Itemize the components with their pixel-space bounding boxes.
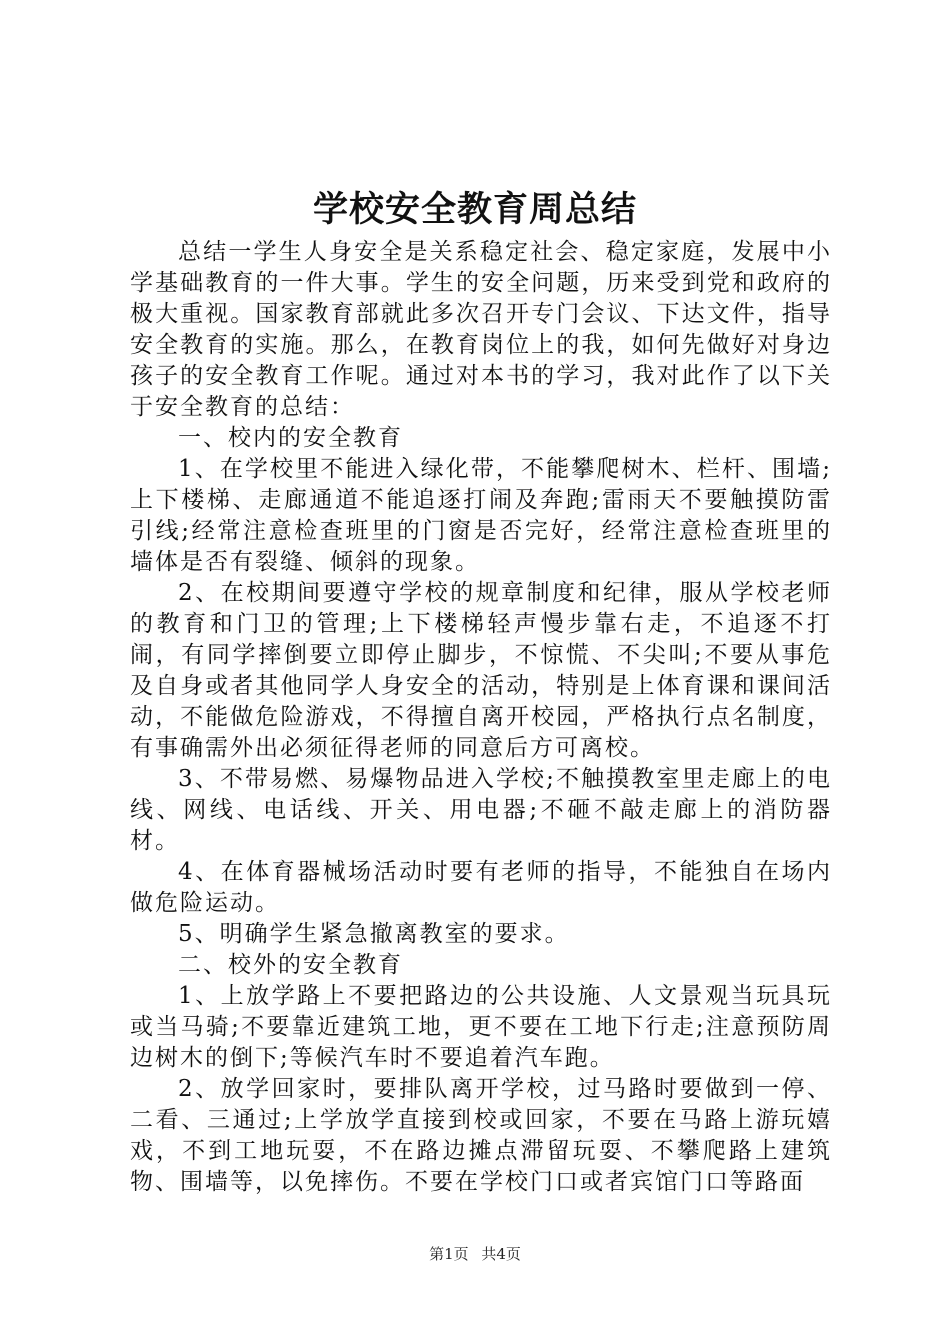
document-body [130, 237, 832, 1198]
page-footer [0, 1244, 950, 1264]
page-number-current: 第1页 [429, 1245, 469, 1263]
paragraph-campus-4: 4、在体育器械场活动时要有老师的指导，不能独自在场内做危险运动。 [130, 859, 832, 916]
page-number-total: 共4页 [481, 1245, 521, 1263]
paragraph-offcampus-2: 2、放学回家时，要排队离开学校，过马路时要做到一停、二看、三通过;上学放学直接到校或回家，不要在马路上游玩嬉戏，不到工地玩耍，不在路边摊点滞留玩耍、不攀爬路上建筑物、围墙等，以免摔伤。不要在学校门口或者宾馆门口等路面 [130, 1076, 832, 1195]
paragraph-campus-1: 1、在学校里不能进入绿化带，不能攀爬树木、栏杆、围墙;上下楼梯、走廊通道不能追逐打闹及奔跑;雷雨天不要触摸防雷引线;经常注意检查班里的门窗是否完好，经常注意检查班里的墙体是否有裂缝、倾斜的现象。 [130, 456, 832, 575]
section-heading-campus: 一、校内的安全教育 [178, 425, 403, 451]
section-heading-offcampus: 二、校外的安全教育 [178, 952, 403, 978]
paragraph-campus-3: 3、不带易燃、易爆物品进入学校;不触摸教室里走廊上的电线、网线、电话线、开关、用电器;不砸不敲走廊上的消防器材。 [130, 766, 832, 854]
paragraph-campus-5: 5、明确学生紧急撤离教室的要求。 [178, 921, 570, 947]
paragraph-campus-2: 2、在校期间要遵守学校的规章制度和纪律，服从学校老师的教育和门卫的管理;上下楼梯轻声慢步靠右走，不追逐不打闹，有同学摔倒要立即停止脚步，不惊慌、不尖叫;不要从事危及自身或者其他同学人身安全的活动，特别是上体育课和课间活动，不能做危险游戏，不得擅自离开校园，严格执行点名制度，有事确需外出必须征得老师的同意后方可离校。 [130, 580, 832, 761]
document-title: 学校安全教育周总结 [312, 190, 637, 230]
paragraph-intro: 总结一学生人身安全是关系稳定社会、稳定家庭，发展中小学基础教育的一件大事。学生的安全问题，历来受到党和政府的极大重视。国家教育部就此多次召开专门会议、下达文件，指导安全教育的实施。那么，在教育岗位上的我，如何先做好对身边孩子的安全教育工作呢。通过对本书的学习，我对此作了以下关于安全教育的总结： [130, 239, 832, 420]
paragraph-offcampus-1: 1、上放学路上不要把路边的公共设施、人文景观当玩具玩或当马骑;不要靠近建筑工地，更不要在工地下行走;注意预防周边树木的倒下;等候汽车时不要追着汽车跑。 [130, 983, 832, 1071]
